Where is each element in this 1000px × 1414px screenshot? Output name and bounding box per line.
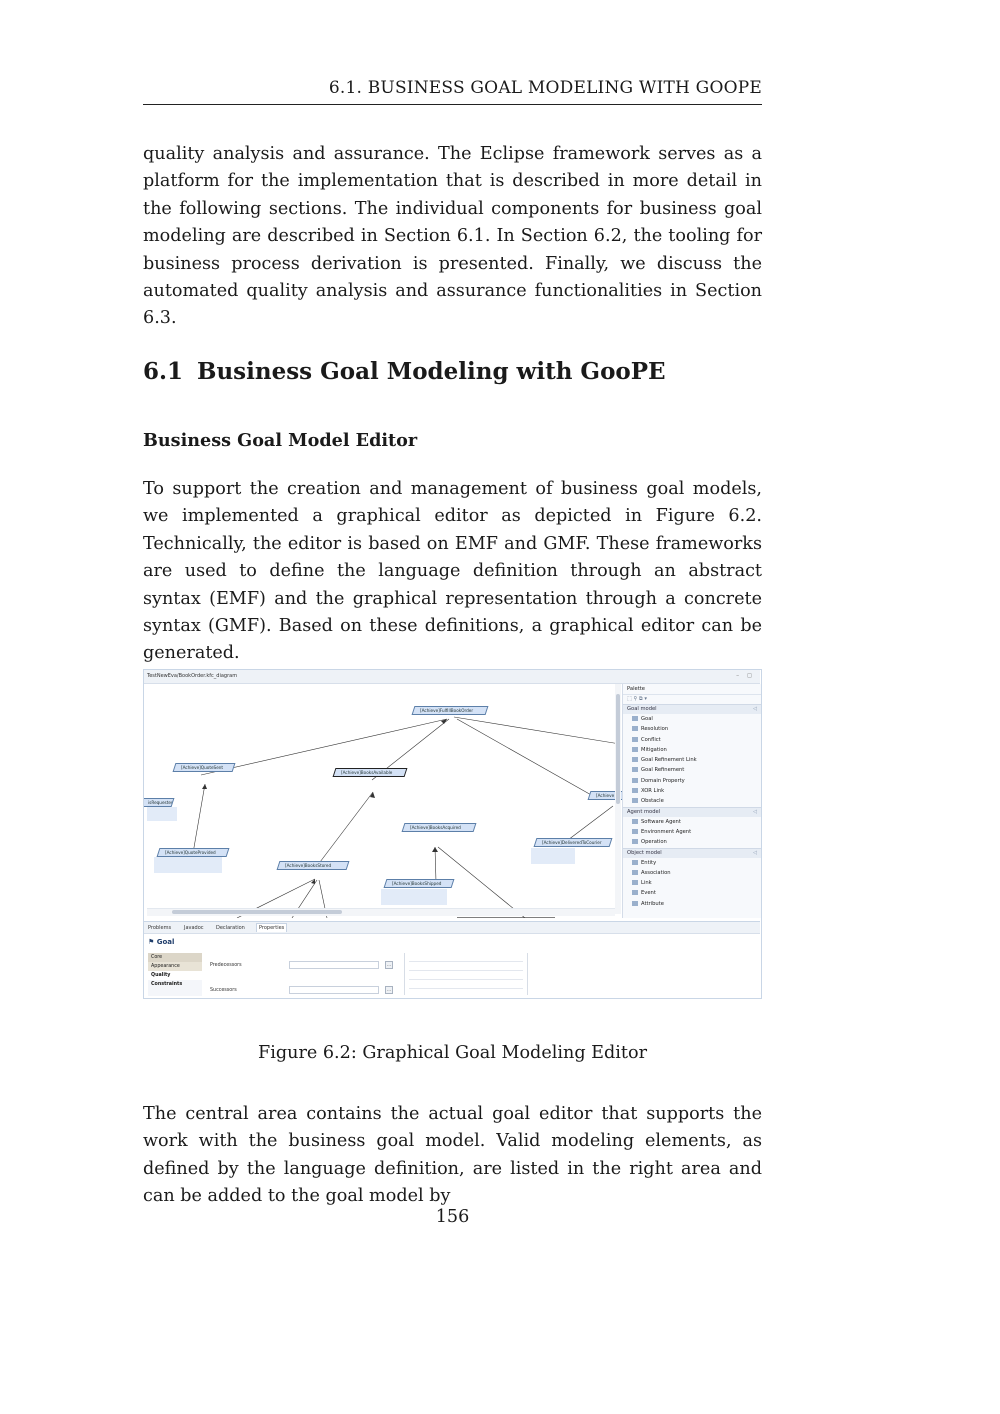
list-row [409,955,523,962]
palette-item-domain-property[interactable]: Domain Property [623,776,761,786]
tab-problems[interactable]: Problems [148,925,172,931]
association-icon [632,870,638,875]
link-icon [632,880,638,885]
figure-caption: Figure 6.2: Graphical Goal Modeling Editor [258,1043,647,1063]
edge [457,719,593,796]
view-tab-bar [144,922,760,934]
palette-item-mitigation[interactable]: Mitigation [623,745,761,755]
palette-drawer-agent-model[interactable]: Agent model ◁ [623,807,761,817]
domain-property-icon [632,778,638,783]
palette-item-resolution[interactable]: Resolution [623,724,761,734]
closing-paragraph: The central area contains the actual goal editor that supports the work with the business goal model. Valid modeling elements, as defined by the language definition, are listed in the right area and can be added to the goal model by [143,1104,762,1207]
palette-drawer-object-model[interactable]: Object model ◁ [623,848,761,858]
palette-item-software-agent[interactable]: Software Agent [623,817,761,827]
properties-title: ⚑ Goal [148,938,175,946]
attribute-icon [632,901,638,906]
event-icon [632,890,638,895]
palette-drawer-goal-model[interactable]: Goal model ◁ [623,704,761,714]
edge [317,792,373,866]
goal-node-selected[interactable]: [Achieve]BooksAvailable [333,768,408,777]
palette-item-link[interactable]: Link [623,878,761,888]
palette-panel [622,684,761,918]
list-row [409,982,523,989]
intro-paragraph: quality analysis and assurance. The Eclipse framework serves as a platform for the implementation that is described in more detail in the following sections. The individual components for business goal modeling are described in Section 6.1. In Section 6.2, the tooling for business process derivation is presented. Finally, we discuss the automated quality analysis and assurance functionalities in Section 6.3. [143,144,762,329]
link-icon [632,788,638,793]
tab-javadoc[interactable]: Javadoc [184,925,204,931]
goal-node[interactable]: [Achieve]QuoteProvided [157,848,230,857]
goal-attribute-box [147,807,177,821]
tab-declaration[interactable]: Declaration [216,925,245,931]
link-icon [632,726,638,731]
list-row [409,964,523,971]
predecessors-label: Predecessors [210,963,242,968]
palette-item-goal[interactable]: Goal [623,714,761,724]
operation-icon [632,839,638,844]
palette-item-event[interactable]: Event [623,888,761,898]
edge [201,719,447,775]
editor-tab[interactable]: TestNewEva/BookOrder.kfc_diagram [147,673,238,679]
goal-icon [632,716,638,721]
editor-paragraph: To support the creation and management of business goal models, we implemented a graphical editor as depicted in Figure 6.2. Technically, the editor is based on EMF and GMF. These frameworks are used to define the language definition through an abstract syntax (EMF) and the graphical representation through a concrete syntax (GMF). Based on these definitions, a graphical editor can be generated. [143,479,762,664]
agent-icon [632,819,638,824]
goal-node[interactable]: [Achieve]BooksStored [277,861,350,870]
window-controls[interactable]: – ◻ [736,672,755,679]
page-number: 156 [435,1207,470,1227]
palette-item-operation[interactable]: Operation [623,837,761,847]
link-icon [632,757,638,762]
category-appearance[interactable]: Appearance [148,962,202,971]
goal-node[interactable]: isRequested [143,798,174,807]
goal-node[interactable]: [Achieve]DeliveredToCourier [534,838,613,847]
palette-item-conflict[interactable]: Conflict [623,735,761,745]
canvas-vertical-scrollbar[interactable] [615,684,621,914]
goal-node[interactable]: [Achieve]QuoteSent [173,763,236,772]
palette-item-association[interactable]: Association [623,868,761,878]
goal-node[interactable]: [Achieve]FulfillBookOrder [412,706,489,715]
scrollbar-thumb[interactable] [616,694,620,804]
palette-item-xor-link[interactable]: XOR Link [623,786,761,796]
properties-categories [148,953,202,996]
tab-properties[interactable]: Properties [256,923,287,932]
scrollbar-thumb[interactable] [172,910,342,914]
palette-item-attribute[interactable]: Attribute [623,899,761,909]
collapse-icon[interactable]: ◁ [753,808,757,815]
category-core[interactable]: Core [148,953,202,962]
figure-goal-editor-screenshot [143,669,762,999]
goal-attribute-box [381,889,447,905]
predecessors-field[interactable] [289,961,379,969]
diagram-canvas[interactable] [147,684,620,918]
successors-browse-button[interactable]: ... [385,986,393,994]
refinement-icon [632,767,638,772]
canvas-horizontal-scrollbar[interactable] [147,908,615,916]
editor-tab-bar [144,670,760,684]
palette-title: Palette [627,686,645,692]
diagram-edges [147,684,620,918]
palette-item-environment-agent[interactable]: Environment Agent [623,827,761,837]
link-icon [632,747,638,752]
properties-view [144,921,760,998]
successors-field[interactable] [289,986,379,994]
agent-icon [632,829,638,834]
palette-header [623,684,761,695]
arrowhead [432,847,438,852]
properties-list[interactable] [404,953,528,995]
palette-item-obstacle[interactable]: Obstacle [623,796,761,806]
predecessors-browse-button[interactable]: ... [385,961,393,969]
goal-node[interactable]: [Achieve [588,791,627,800]
goal-attribute-box [531,848,575,864]
palette-tools[interactable]: ⬚ ⚲ ⧉ ▾ [627,696,647,702]
obstacle-icon [632,798,638,803]
edge [454,717,620,744]
category-quality-constraints[interactable]: Quality Constraints [148,971,202,980]
goal-node[interactable]: [Achieve]BooksAcquired [402,823,477,832]
palette-item-goal-refinement[interactable]: Goal Refinement [623,765,761,775]
successors-label: Successors [210,988,237,993]
section-heading [143,358,666,385]
section-number: 6.1 [143,358,184,385]
arrowhead [202,784,207,789]
goal-attribute-box [154,857,222,873]
section-title: Business Goal Modeling with GooPE [197,358,666,385]
edge [435,847,436,882]
subsection-heading: Business Goal Model Editor [143,430,418,451]
running-head: 6.1. BUSINESS GOAL MODELING WITH GOOPE [143,78,762,105]
goal-node[interactable]: [Achieve]BooksShipped [384,879,455,888]
link-icon [632,737,638,742]
list-row [409,973,523,980]
palette-item-entity[interactable]: Entity [623,858,761,868]
collapse-icon[interactable]: ◁ [753,706,757,712]
palette-item-goal-refinement-link[interactable]: Goal Refinement Link [623,755,761,765]
collapse-icon[interactable]: ◁ [753,849,757,856]
entity-icon [632,860,638,865]
